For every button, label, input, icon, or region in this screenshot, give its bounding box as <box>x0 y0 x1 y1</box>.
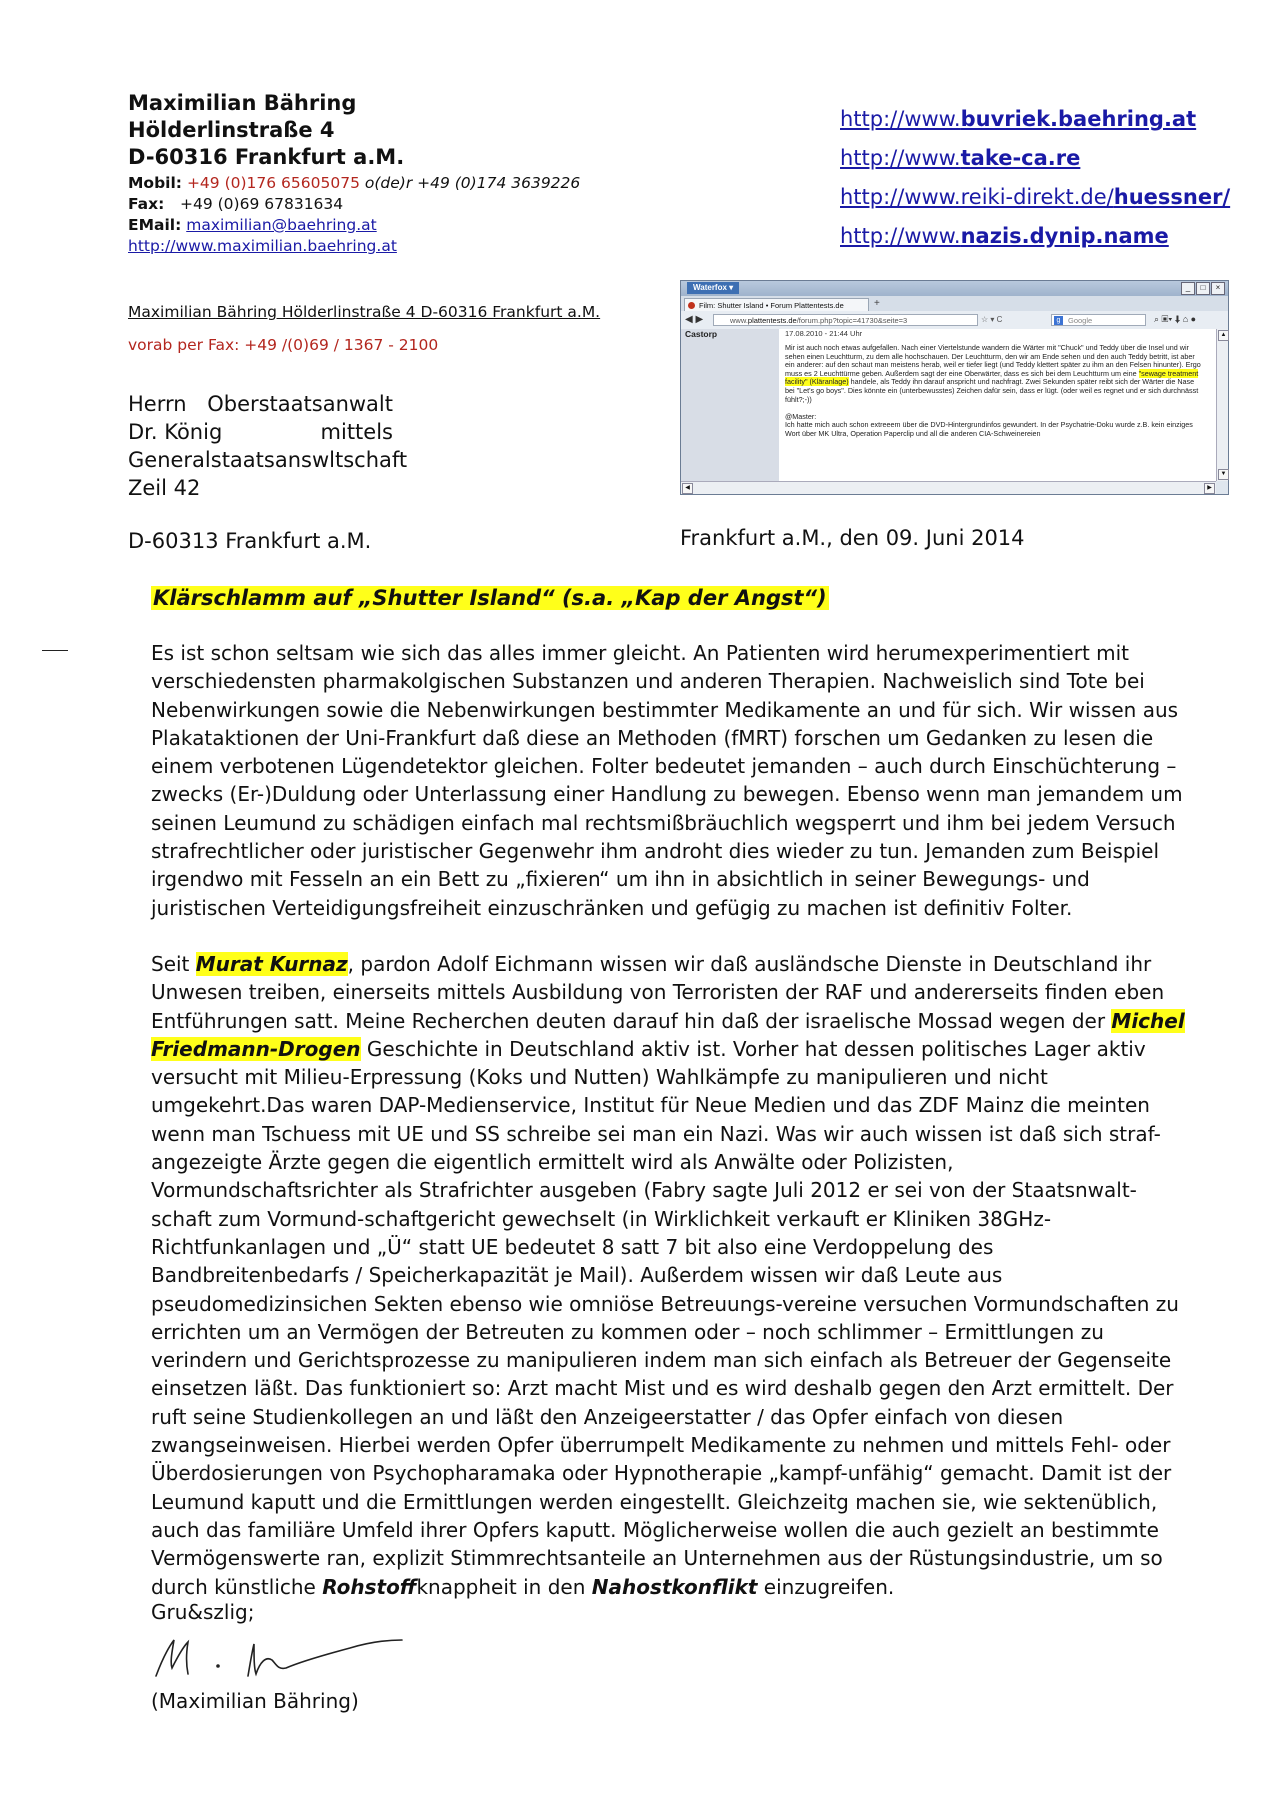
recipient-block <box>128 390 408 502</box>
email-link[interactable]: maximilian@baehring.at <box>186 216 377 234</box>
post-timestamp: 17.08.2010 - 21:44 Uhr <box>785 329 863 338</box>
recipient-name: Dr. König <box>128 420 223 444</box>
favicon-icon <box>688 302 695 309</box>
minimize-icon[interactable]: _ <box>1181 282 1195 295</box>
browser-nav-bar <box>681 311 1228 329</box>
contact-block <box>128 173 580 257</box>
mobile-number-2: +49 (0)174 3639226 <box>417 174 581 192</box>
recipient-street: Zeil 42 <box>128 476 201 500</box>
link-buvriek[interactable]: http://www.buvriek.baehring.at <box>840 107 1197 131</box>
paragraph-2: Seit Murat Kurnaz, pardon Adolf Eichmann wissen wir daß ausländsche Dienste in Deutschland ihr Unwesen treiben, einerseits mittels Ausbildung von Terroristen der RAF und andererseits finden eben Entführungen satt. Meine Recherchen deuten darauf hin daß der israelische Mossad wegen der Michel Friedmann-Drogen Geschichte in Deutschland aktiv ist. Vorher hat dessen politisches Lager aktiv versucht mit Milieu-Erpressung (Koks und Nutten) Wahlkämpfe zu manipulieren und nicht umgekehrt.Das waren DAP-Medienservice, Institut für Neue Medien und das ZDF Mainz die meinten wenn man Tschuess mit UE und SS schreibe sei man ein Nazi. Was wir auch wissen ist daß sich straf-angezeigte Ärzte gegen die eigentlich ermittelt wird als Anwälte oder Polizisten, Vormundschaftsrichter als Strafrichter ausgeben (Fabry sagte Juli 2012 er sei von der Staatsnwalt-schaft zum Vormund-schaftgericht gewechselt (in Wirklichkeit verkauft er Kliniken 38GHz-Richtfunkanlagen und „Ü“ statt UE bedeutet 8 satt 7 bit also eine Verdoppelung des Bandbreitenbedarfs / Speicherkapazität je Mail). Außerdem wissen wir daß Leute aus pseudomedizinsichen Sekten ebenso wie omniöse Betreuungs-vereine versuchen Vormundschaften zu errichten um an Vermögen der Betreuten zu kommen oder – noch schlimmer – Ermittlungen zu verindern und Gerichtsprozesse zu manipulieren indem man sich einfach als Betreuer der Gegenseite einsetzen läßt. Das funktioniert so: Arzt macht Mist und es wird deshalb gegen den Arzt ermittelt. Der ruft seine Studienkollegen an und läßt den Anzeigeerstatter / das Opfer einfach von diesen zwangseinweisen. Hierbei werden Opfer überrumpelt Medikamente zu nehmen und mittels Fehl- oder Überdosierungen von Psychopharamaka oder Hypnotherapie „kampf-unfähig“ gemacht. Damit ist der Leumund kaputt und die Ermittlungen werden eingestellt. Gleichzeitg machen sie, wie sektenüblich, auch das familiäre Umfeld ihrer Opfers kaputt. Möglicherweise wollen die auch gezielt an bestimmte Vermögenswerte ran, explizit Stimmrechtsanteile an Unternehmen aus der Rüstungsindustrie, um so durch künstliche Rohstoffknappheit in den Nahostkonflikt einzugreifen. <box>151 952 1185 1599</box>
mobile-separator: o(de)r <box>359 174 418 192</box>
highlight-murat-kurnaz: Murat Kurnaz <box>195 952 348 976</box>
recipient-via: mittels <box>320 420 393 444</box>
new-tab-icon[interactable]: + <box>874 298 880 309</box>
sender-name: Maximilian Bähring <box>128 91 357 115</box>
post-author: Castorp <box>685 329 718 339</box>
recipient-city: D-60313 Frankfurt a.M. <box>128 529 372 553</box>
signature-name: (Maximilian Bähring) <box>151 1689 359 1713</box>
mobile-number-1: +49 (0)176 65605075 <box>186 174 360 192</box>
fold-mark <box>42 650 68 651</box>
browser-tab[interactable]: Film: Shutter Island • Forum Plattentests.de <box>684 298 869 311</box>
link-take-care[interactable]: http://www.take-ca.re <box>840 146 1081 170</box>
website-link[interactable]: http://www.maximilian.baehring.at <box>128 237 397 255</box>
link-list <box>840 100 1230 256</box>
back-forward-icon[interactable]: ◀ ▶ <box>685 314 704 325</box>
return-address: Maximilian Bähring Hölderlinstraße 4 D-60316 Frankfurt a.M. <box>128 303 601 321</box>
recipient-office: Generalstaatsanswltschaft <box>128 448 408 472</box>
fax-label: Fax: <box>128 195 165 213</box>
google-icon: g <box>1054 316 1063 325</box>
closing-greeting: Gru&szlig; <box>151 1600 255 1624</box>
sender-street: Hölderlinstraße 4 <box>128 118 335 142</box>
link-nazis-dynip[interactable]: http://www.nazis.dynip.name <box>840 224 1169 248</box>
forum-content <box>681 329 1216 481</box>
scroll-left-icon[interactable]: ◀ <box>682 483 693 494</box>
handwritten-signature <box>150 1630 410 1688</box>
toolbar-icons[interactable]: ⌕ ▣▾ ⬇ ⌂ ● <box>1154 314 1197 324</box>
emphasis-nahostkonflikt: Nahostkonflikt <box>591 1574 758 1599</box>
scroll-up-icon[interactable]: ▲ <box>1218 330 1229 341</box>
browser-app-button[interactable]: Waterfox ▾ <box>687 282 739 294</box>
paragraph-1: Es ist schon seltsam wie sich das alles immer gleicht. An Patienten wird herumexperimentiert mit verschiedensten pharmakolgischen Substanzen und anderen Therapien. Nachweislich sind Tote bei Nebenwirkungen sowie die Nebenwirkungen bestimmter Medikamente an und für sich. Wir wissen aus Plakataktionen der Uni-Frankfurt daß diese an Methoden (fMRT) forschen um Gedanken zu lesen die einem verbotenen Lügendetektor gleichen. Folter bedeutet jemanden – auch durch Einschüchterung – zwecks (Er-)Duldung oder Unterlassung einer Handlung zu bewegen. Ebenso wenn man jemandem um seinen Leumund zu schädigen einfach mal rechtsmißbräuchlich wegsperrt und ihm bei jedem Versuch strafrechtlicher oder juristischer Gegenwehr ihm androht dies wieder zu tun. Jemanden zum Beispiel irgendwo mit Fesseln an ein Bett zu „fixieren“ um ihn in absichtlich in seiner Bewegungs- und juristischen Verteidigungsfreiheit einzuschränken und gefügig zu machen ist definitiv Folter. <box>151 641 1183 920</box>
reload-icon[interactable]: ☆ ▾ C <box>981 315 1003 324</box>
email-label: EMail: <box>128 216 182 234</box>
browser-tab-bar <box>681 296 1228 311</box>
scroll-down-icon[interactable]: ▼ <box>1218 469 1229 480</box>
letter-subject: Klärschlamm auf „Shutter Island“ (s.a. „Kap der Angst“) <box>153 586 827 610</box>
fax-number: +49 (0)69 67831634 <box>180 195 344 213</box>
fax-ahead-line: vorab per Fax: +49 /(0)69 / 1367 - 2100 <box>128 336 439 354</box>
sender-city: D-60316 Frankfurt a.M. <box>128 145 405 169</box>
close-icon[interactable]: × <box>1211 282 1225 295</box>
horizontal-scrollbar[interactable] <box>681 481 1216 494</box>
recipient-title: Oberstaatsanwalt <box>207 392 393 416</box>
highlight-michel-friedmann: Michel Friedmann-Drogen <box>151 1008 1185 1061</box>
post-body: Mir ist auch noch etwas aufgefallen. Nach einer Viertelstunde wandern die Wärter mit "Chuck" und Teddy über die Insel und wir sehen einen Leuchtturm, zu dem alle hochschauen. Der Leuchtturm, den wir am Ende sehen und den auch Teddy betritt, ist aber ein anderer: auf den schaut man meistens herab, weil er tiefer liegt (und Teddy klettert später zu ihm an den Felsen hinunter). Ergo muss es 2 Leuchttürme geben. Außerdem sagt der eine Oberwärter, dass es sich bei dem Leuchtturm um eine "sewage treatment facility" (Kläranlage) handele, als Teddy ihn darauf anspricht und nachfragt. Zwei Sekunden später reibt sich der Wärter die Nase bei "Let's go boys". Dies könnte ein (unterbewusstes) Zeichen dafür sein, dass er lügt. (oder weil es regnet und er sich durchnässt fühlt?;-)) @Master: Ich hatte mich auch schon extreeem über die DVD-Hintergrundinfos gewundert. In der Psychatrie-Doku wurde z.B. kein einziges Wort über MK Ultra, Operation Paperclip und all die anderen CIA-Schweinereien <box>785 343 1201 438</box>
browser-titlebar <box>681 281 1228 296</box>
embedded-browser-screenshot <box>680 280 1229 495</box>
emphasis-rohstoff: Rohstoff <box>322 1574 417 1599</box>
sender-block <box>128 90 404 171</box>
recipient-salutation: Herrn <box>128 392 187 416</box>
search-box[interactable]: g Google <box>1051 314 1146 326</box>
letter-date: Frankfurt a.M., den 09. Juni 2014 <box>680 526 1025 550</box>
maximize-icon[interactable]: □ <box>1196 282 1210 295</box>
post-author-column <box>681 329 779 481</box>
url-bar[interactable]: www.plattentests.de/forum.php?topic=41730&seite=3 <box>713 314 978 326</box>
scroll-right-icon[interactable]: ▶ <box>1204 483 1215 494</box>
mobile-label: Mobil: <box>128 174 182 192</box>
vertical-scrollbar[interactable] <box>1216 329 1228 481</box>
link-reiki[interactable]: http://www.reiki-direkt.de/huessner/ <box>840 185 1231 209</box>
